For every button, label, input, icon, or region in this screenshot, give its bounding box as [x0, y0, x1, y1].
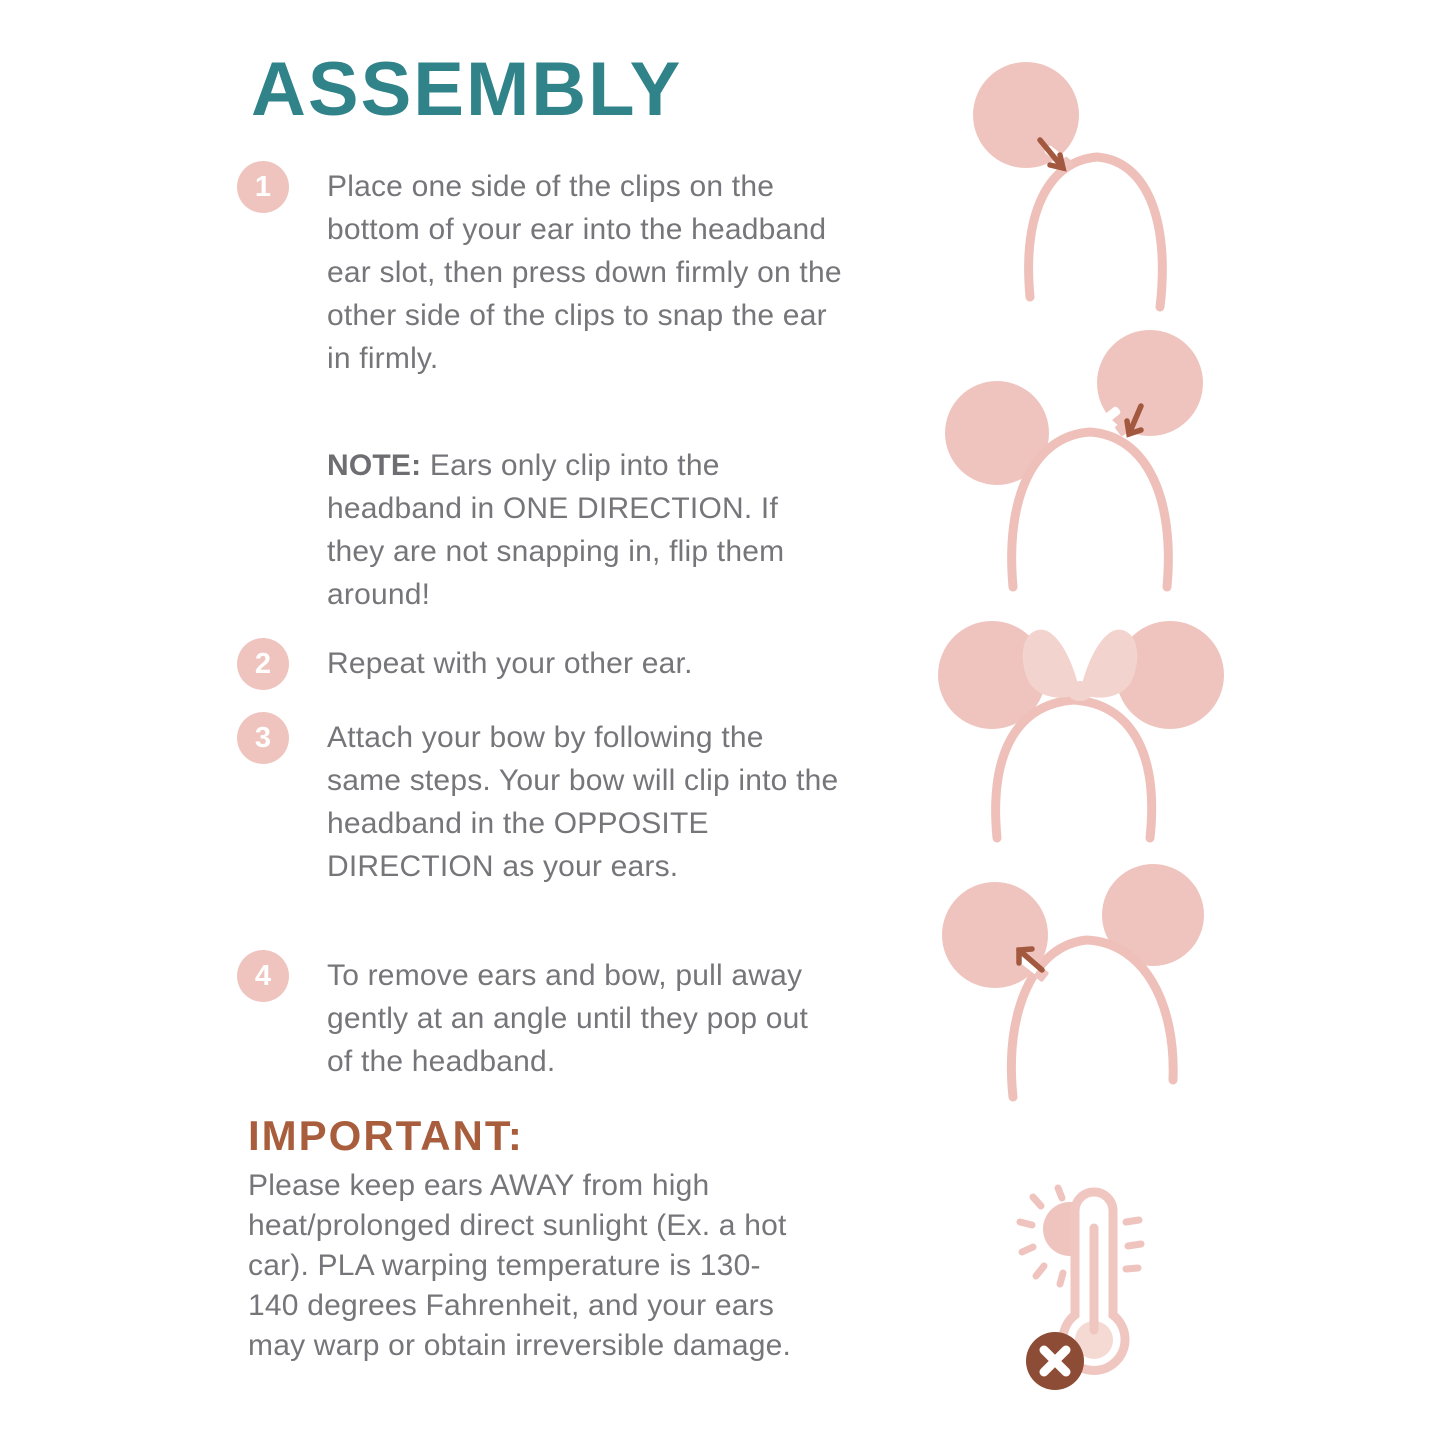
- heat-waves-icon: [1126, 1220, 1141, 1269]
- step-3-number-badge: 3: [237, 712, 289, 764]
- second-ear-clipping-into-headband-icon: [933, 328, 1233, 603]
- step-2-text: Repeat with your other ear.: [327, 647, 693, 680]
- important-heading: IMPORTANT:: [248, 1112, 524, 1159]
- step-4-number-badge: 4: [237, 950, 289, 1002]
- step-1-number-badge: 1: [237, 161, 289, 213]
- step-1: [237, 161, 842, 380]
- note-label: NOTE:: [327, 449, 422, 482]
- x-mark-icon: [1026, 1332, 1084, 1390]
- page-title: ASSEMBLY: [251, 47, 683, 132]
- ear-clipping-into-headband-icon: [958, 45, 1208, 325]
- no-heat-thermometer-sun-icon: [1000, 1180, 1150, 1400]
- ear-pulled-away-from-headband-icon: [938, 863, 1238, 1113]
- note-text: NOTE: Ears only clip into the headband in ONE DIRECTION. If they are not snapping in, flip them around!: [327, 449, 785, 611]
- step-2: [237, 638, 842, 690]
- step-4: [237, 950, 842, 1083]
- step-3-text: Attach your bow by following the same steps. Your bow will clip into the headband in the OPPOSITE DIRECTION as your ears.: [327, 721, 839, 883]
- step-4-text: To remove ears and bow, pull away gently at an angle until they pop out of the headband.: [327, 959, 809, 1078]
- important-body: Please keep ears AWAY from high heat/prolonged direct sunlight (Ex. a hot car). PLA warping temperature is 130-140 degrees Fahrenheit, and your ears may warp or obtain irreversible damage.: [248, 1169, 792, 1362]
- completed-headband-with-bow-icon: [933, 598, 1238, 853]
- step-1-text: Place one side of the clips on the bottom of your ear into the headband ear slot, then press down firmly on the other side of the clips to snap the ear in firmly.: [327, 170, 842, 375]
- step-3: [237, 712, 842, 888]
- step-2-number-badge: 2: [237, 638, 289, 690]
- bow-icon: [1023, 630, 1138, 701]
